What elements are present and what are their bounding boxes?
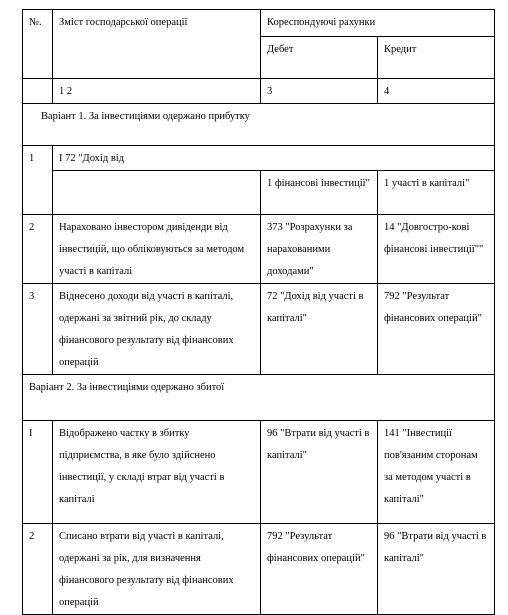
row-credit: 96 "Втрати від участі в капіталі": [378, 524, 495, 615]
row-content: Нараховано інвестором дивіденди від інвестицій, що обліковуються за методом участі в капіталі: [53, 215, 261, 284]
header-accounts: Кореспондуючі рахунки: [261, 10, 495, 37]
header-content: Зміст господарської операції: [53, 10, 261, 79]
row-credit: 14 "Довгостро-кові фінансові інвестиції"": [378, 215, 495, 284]
header-debit: Дебет: [261, 37, 378, 79]
row-no: 2: [23, 524, 53, 615]
row-debit: 96 "Втрати від участі в капіталі": [261, 421, 378, 524]
variant1-title-row: [23, 104, 495, 146]
row-no: 1: [23, 146, 53, 215]
row-credit: 1 участі в капіталі": [378, 171, 495, 215]
numbering-empty: [23, 79, 53, 104]
row-content-empty: [53, 171, 261, 215]
header-credit: Кредит: [378, 37, 495, 79]
row-debit: 792 "Результат фінансових операцій": [261, 524, 378, 615]
row-debit: 1 фінансові інвестиції": [261, 171, 378, 215]
variant2-title: Варіант 2. За інвестиціями одержано збитої: [23, 375, 495, 421]
row-debit: 373 "Розрахунки за нарахованими доходами": [261, 215, 378, 284]
accounting-entries-table: [22, 9, 495, 615]
row-content: Відображено частку в збитку підприємства, в яке було здійснено інвестиції, у складі втрат від участі в капіталі: [53, 421, 261, 524]
row-credit: 141 "Інвестиції пов'язаним сторонам за методом участі в капіталі": [378, 421, 495, 524]
numbering-cols-1-2: 1 2: [53, 79, 261, 104]
row-no: 3: [23, 284, 53, 375]
row-content: Списано втрати від участі в капіталі, одержані за рік, для визначення фінансового результату від фінансових операцій: [53, 524, 261, 615]
row-no: І: [23, 421, 53, 524]
table-row: [23, 215, 495, 284]
table-row: [23, 421, 495, 524]
row-credit: 792 "Результат фінансових операцій": [378, 284, 495, 375]
variant1-title: Варіант 1. За інвестиціями одержано прибутку: [23, 104, 495, 146]
numbering-col-3: 3: [261, 79, 378, 104]
numbering-row: [23, 79, 495, 104]
table-row: [23, 146, 495, 171]
row-content: І 72 "Дохід від: [53, 146, 495, 171]
numbering-col-4: 4: [378, 79, 495, 104]
row-no: 2: [23, 215, 53, 284]
header-no: №.: [23, 10, 53, 79]
table-row: [23, 171, 495, 215]
row-content: Віднесено доходи від участі в капіталі, одержані за звітний рік, до складу фінансового результату від фінансових операцій: [53, 284, 261, 375]
variant2-title-row: [23, 375, 495, 421]
header-row: [23, 10, 495, 37]
table-row: [23, 284, 495, 375]
table-row: [23, 524, 495, 615]
row-debit: 72 "Дохід від участі в капіталі": [261, 284, 378, 375]
